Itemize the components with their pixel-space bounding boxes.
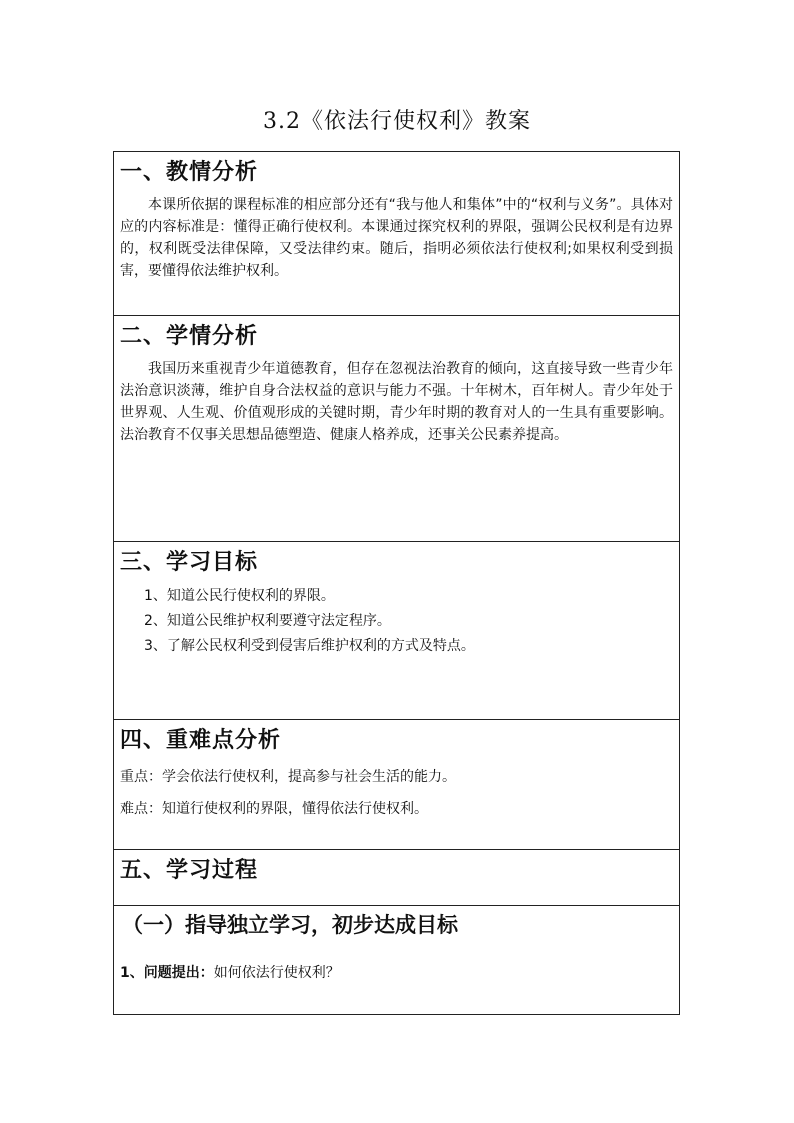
section-learning-process (114, 850, 679, 906)
section-learning-goals (114, 542, 679, 720)
section-heading: 四、重难点分析 (120, 728, 282, 753)
section-paragraph: 本课所依据的课程标准的相应部分还有“我与他人和集体”中的“权利与义务”。具体对应的内容标准是：懂得正确行使权利。本课通过探究权利的界限，强调公民权利是有边界的，权利既受法律保障，又受法律约束。随后，指明必须依法行使权利;如果权利受到损害，要懂得依法维护权利。 (120, 197, 673, 279)
section-heading: 一、教情分析 (120, 160, 259, 185)
section-paragraph: 我国历来重视青少年道德教育，但存在忽视法治教育的倾向，这直接导致一些青少年法治意识淡薄，维护自身合法权益的意识与能力不强。十年树木，百年树人。青少年处于世界观、人生观、价值观形成的关键时期，青少年时期的教育对人的一生具有重要影响。法治教育不仅事关思想品德塑造、健康人格养成，还事关公民素养提高。 (120, 361, 673, 443)
section-key-difficult-points (114, 720, 679, 850)
question-line (114, 938, 679, 984)
section-teaching-analysis (114, 152, 679, 316)
section-guided-study (114, 906, 679, 1014)
goals-list (114, 576, 679, 659)
document-title: 3.2《依法行使权利》教案 (263, 109, 531, 134)
section-subheading: （一）指导独立学习，初步达成目标 (122, 913, 458, 937)
lesson-plan-table (113, 151, 680, 1015)
difficult-point: 难点：知道行使权利的界限，懂得依法行使权利。 (120, 801, 428, 817)
question-label: 1、问题提出： (120, 965, 214, 981)
key-point: 重点：学会依法行使权利，提高参与社会生活的能力。 (120, 769, 456, 785)
section-heading: 三、学习目标 (120, 550, 259, 575)
list-item: 3、了解公民权利受到侵害后维护权利的方式及特点。 (144, 638, 475, 654)
list-item: 1、知道公民行使权利的界限。 (144, 588, 335, 604)
section-heading: 二、学情分析 (120, 324, 259, 349)
section-heading: 五、学习过程 (120, 858, 259, 883)
question-text: 如何依法行使权利？ (213, 965, 340, 981)
list-item: 2、知道公民维护权利要遵守法定程序。 (144, 613, 391, 629)
section-student-analysis (114, 316, 679, 542)
